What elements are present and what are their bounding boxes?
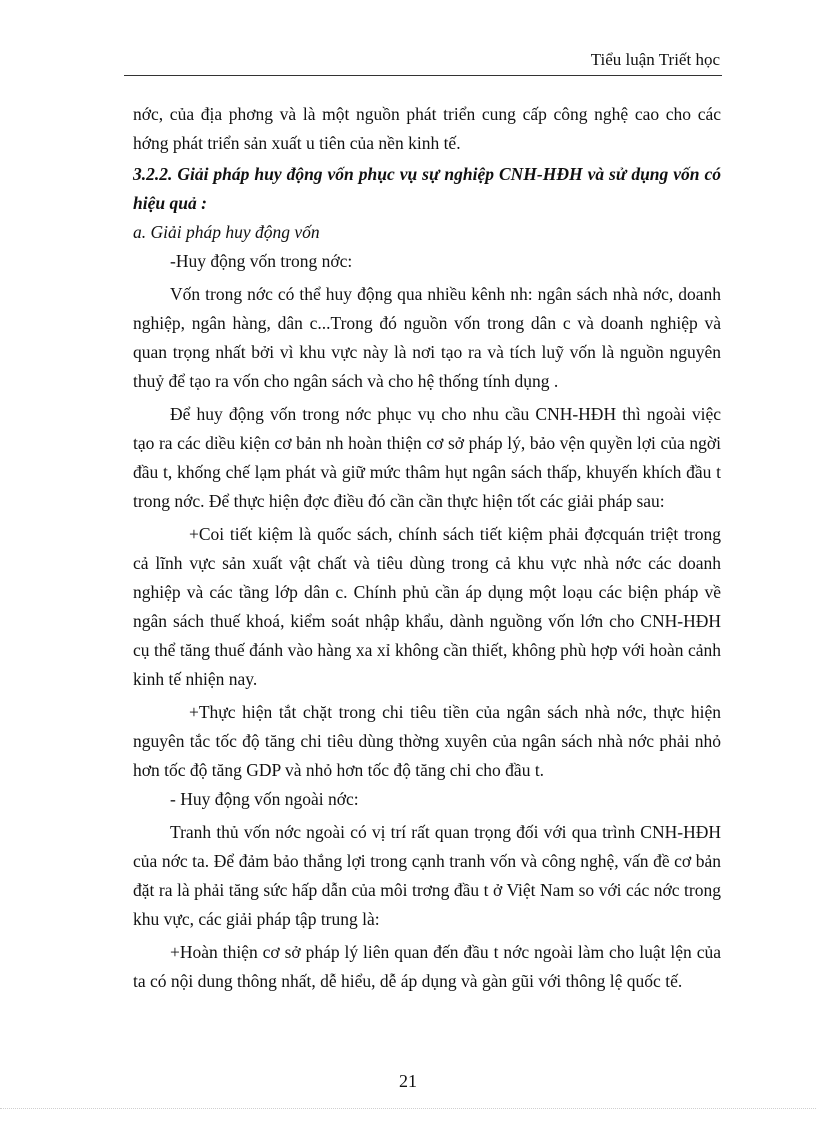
bullet-legal-framework: +Hoàn thiện cơ sở pháp lý liên quan đến đầu t nớc ngoài làm cho luật lện của ta có nội dung thông nhất, dễ hiểu, dễ áp dụng và gàn gũi với thông lệ quốc tế. [133, 942, 721, 991]
paragraph-foreign-capital: Tranh thủ vốn nớc ngoài có vị trí rất quan trọng đối với qua trình CNH-HĐH của nớc ta. Để đảm bảo thắng lợi trong cạnh tranh vốn và công nghệ, vấn đề cơ bản đặt ra là phải tăng sức hấp dẫn của môi trơng đầu t ở Việt Nam so với các nớc trong khu vực, các giải pháp tập trung là: [133, 822, 721, 929]
bottom-dotted-border [0, 1108, 816, 1109]
domestic-capital-label: -Huy động vốn trong nớc: [170, 251, 353, 271]
paragraph-continuation: nớc, của địa phơng và là một nguồn phát triển cung cấp công nghệ cao cho các hớng phát triển sản xuất u tiên của nền kinh tế. [133, 104, 721, 153]
paragraph-domestic-mobilization: Để huy động vốn trong nớc phục vụ cho nhu cầu CNH-HĐH thì ngoài việc tạo ra các diều kiện cơ bản nh hoàn thiện cơ sở pháp lý, bảo vện quyền lợi của ngời đầu t, khống chế lạm phát và giữ mức thâm hụt ngân sách thấp, khuyến khích đầu t trong nớc. Để thực hiện đợc điều đó cần cần thực hiện tốt các giải pháp sau: [133, 404, 721, 511]
section-heading: 3.2.2. Giải pháp huy động vốn phục vụ sự nghiệp CNH-HĐH và sử dụng vốn có hiệu quả : [133, 164, 721, 213]
foreign-capital-label: - Huy động vốn ngoài nớc: [170, 789, 359, 809]
subsection-heading: a. Giải pháp huy động vốn [133, 222, 320, 242]
bullet-spending-control: +Thực hiện tắt chặt trong chi tiêu tiền của ngân sách nhà nớc, thực hiện nguyên tắc tốc độ tăng chi tiêu dùng thờng xuyên của ngân sách nhà nớc phải nhỏ hơn tốc độ tăng GDP và nhỏ hơn tốc độ tăng chi cho đầu t. [133, 702, 721, 780]
page-number: 21 [399, 1071, 417, 1091]
header-title: Tiểu luận Triết học [590, 50, 720, 69]
document-body [133, 100, 721, 996]
paragraph-domestic-sources: Vốn trong nớc có thể huy động qua nhiều kênh nh: ngân sách nhà nớc, doanh nghiệp, ngân hàng, dân c...Trong đó nguồn vốn trong dân c và doanh nghiệp và quan trọng nhất bởi vì khu vực này là nơi tạo ra và tích luỹ vốn là nguồn nguyên thuỷ để tạo ra vốn cho ngân sách và cho hệ thống tính dụng . [133, 284, 721, 391]
bullet-savings-policy: +Coi tiết kiệm là quốc sách, chính sách tiết kiệm phải đợcquán triệt trong cả lĩnh vực sản xuất vật chất và tiêu dùng trong cả khu vực nhà nớc các doanh nghiệp và các tầng lớp dân c. Chính phủ cần áp dụng một loạu các biện pháp về ngân sách thuế khoá, kiểm soát nhập khẩu, dành nguồng vốn lớn cho CNH-HĐH cụ thể tăng thuế đánh vào hàng xa xỉ không cần thiết, không phù hợp với hoàn cảnh kinh tế nhiện nay. [133, 524, 721, 689]
header-divider [124, 75, 722, 76]
